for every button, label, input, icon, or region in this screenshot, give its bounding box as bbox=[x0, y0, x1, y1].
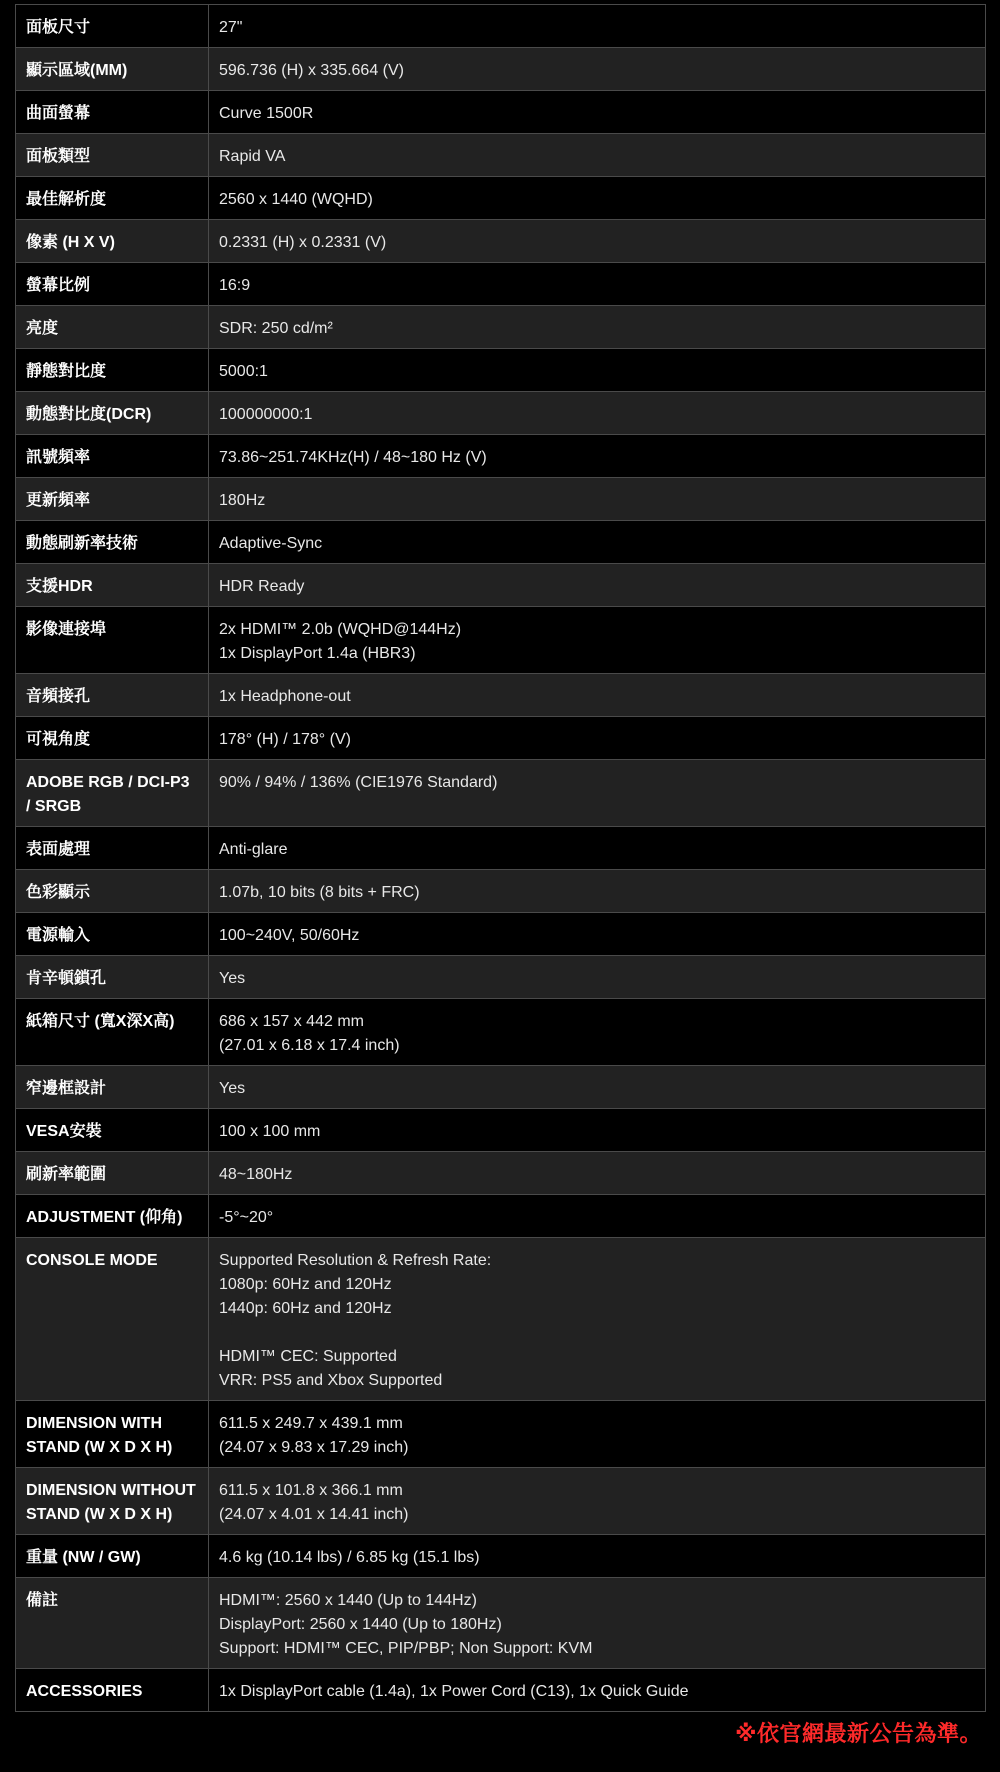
spec-value bbox=[209, 478, 986, 521]
spec-value-line: 686 x 157 x 442 mm bbox=[219, 1013, 364, 1030]
spec-row bbox=[16, 1578, 986, 1669]
spec-row bbox=[16, 521, 986, 564]
spec-label: 備註 bbox=[16, 1578, 209, 1669]
spec-row bbox=[16, 1669, 986, 1712]
spec-row bbox=[16, 674, 986, 717]
spec-label: ADOBE RGB / DCI-P3 / SRGB bbox=[16, 760, 209, 827]
spec-row bbox=[16, 760, 986, 827]
spec-label: DIMENSION WITH STAND (W X D X H) bbox=[16, 1401, 209, 1468]
spec-label: 窄邊框設計 bbox=[16, 1066, 209, 1109]
spec-row bbox=[16, 392, 986, 435]
spec-label: 面板類型 bbox=[16, 134, 209, 177]
spec-value bbox=[209, 134, 986, 177]
spec-row bbox=[16, 1401, 986, 1468]
spec-label: 訊號頻率 bbox=[16, 435, 209, 478]
spec-value bbox=[209, 1535, 986, 1578]
spec-value bbox=[209, 1669, 986, 1712]
spec-value-line: 5000:1 bbox=[219, 363, 268, 380]
spec-value bbox=[209, 1401, 986, 1468]
spec-label: VESA安裝 bbox=[16, 1109, 209, 1152]
spec-value-line: 1.07b, 10 bits (8 bits + FRC) bbox=[219, 884, 420, 901]
spec-value-line: (27.01 x 6.18 x 17.4 inch) bbox=[219, 1037, 400, 1054]
spec-label: 曲面螢幕 bbox=[16, 91, 209, 134]
spec-value bbox=[209, 760, 986, 827]
spec-row bbox=[16, 870, 986, 913]
spec-value-line: Yes bbox=[219, 1080, 246, 1097]
spec-label: 重量 (NW / GW) bbox=[16, 1535, 209, 1578]
spec-row bbox=[16, 134, 986, 177]
spec-label: 音頻接孔 bbox=[16, 674, 209, 717]
spec-value-line: 1x DisplayPort cable (1.4a), 1x Power Cord (C13), 1x Quick Guide bbox=[219, 1683, 689, 1700]
spec-label: 靜態對比度 bbox=[16, 349, 209, 392]
spec-row bbox=[16, 913, 986, 956]
spec-label: 色彩顯示 bbox=[16, 870, 209, 913]
spec-row bbox=[16, 1468, 986, 1535]
spec-value-line: Yes bbox=[219, 970, 246, 987]
spec-value bbox=[209, 1238, 986, 1401]
spec-value-line: Supported Resolution & Refresh Rate: bbox=[219, 1252, 492, 1269]
spec-value-line: 596.736 (H) x 335.664 (V) bbox=[219, 62, 404, 79]
spec-value-line: 1440p: 60Hz and 120Hz bbox=[219, 1300, 392, 1317]
spec-label: 面板尺寸 bbox=[16, 5, 209, 48]
spec-value bbox=[209, 349, 986, 392]
spec-label: ACCESSORIES bbox=[16, 1669, 209, 1712]
spec-value-line: Adaptive-Sync bbox=[219, 535, 323, 552]
spec-row bbox=[16, 607, 986, 674]
spec-value-line: Curve 1500R bbox=[219, 105, 314, 122]
spec-row bbox=[16, 478, 986, 521]
spec-value bbox=[209, 306, 986, 349]
spec-row bbox=[16, 564, 986, 607]
spec-value-line: 1080p: 60Hz and 120Hz bbox=[219, 1276, 392, 1293]
spec-row bbox=[16, 1066, 986, 1109]
spec-row bbox=[16, 48, 986, 91]
spec-value bbox=[209, 1152, 986, 1195]
spec-label: 影像連接埠 bbox=[16, 607, 209, 674]
spec-value bbox=[209, 870, 986, 913]
spec-value bbox=[209, 717, 986, 760]
spec-value bbox=[209, 1066, 986, 1109]
spec-value bbox=[209, 607, 986, 674]
spec-row bbox=[16, 5, 986, 48]
spec-value-line: 27" bbox=[219, 19, 243, 36]
spec-value-line: Anti-glare bbox=[219, 841, 288, 858]
spec-value-line: 1x Headphone-out bbox=[219, 688, 351, 705]
spec-row bbox=[16, 263, 986, 306]
spec-value bbox=[209, 263, 986, 306]
spec-value bbox=[209, 5, 986, 48]
spec-value-line: 48~180Hz bbox=[219, 1166, 293, 1183]
spec-row bbox=[16, 717, 986, 760]
spec-value-line: 0.2331 (H) x 0.2331 (V) bbox=[219, 234, 387, 251]
spec-label: 支援HDR bbox=[16, 564, 209, 607]
spec-value bbox=[209, 564, 986, 607]
spec-label: 刷新率範圍 bbox=[16, 1152, 209, 1195]
spec-row bbox=[16, 177, 986, 220]
spec-row bbox=[16, 306, 986, 349]
spec-value-line: (24.07 x 9.83 x 17.29 inch) bbox=[219, 1439, 409, 1456]
spec-row bbox=[16, 435, 986, 478]
spec-value-line: HDMI™: 2560 x 1440 (Up to 144Hz) bbox=[219, 1592, 477, 1609]
spec-value-line: -5°~20° bbox=[219, 1209, 274, 1226]
spec-value-line: (24.07 x 4.01 x 14.41 inch) bbox=[219, 1506, 409, 1523]
spec-value bbox=[209, 1468, 986, 1535]
spec-value bbox=[209, 913, 986, 956]
spec-value-line: Support: HDMI™ CEC, PIP/PBP; Non Support: KVM bbox=[219, 1640, 593, 1657]
spec-value bbox=[209, 435, 986, 478]
spec-value-line: 1x DisplayPort 1.4a (HBR3) bbox=[219, 645, 416, 662]
disclaimer-notice: ※依官網最新公告為準。 bbox=[735, 1722, 982, 1747]
spec-value-line: Rapid VA bbox=[219, 148, 286, 165]
spec-row bbox=[16, 827, 986, 870]
spec-label: 螢幕比例 bbox=[16, 263, 209, 306]
spec-value bbox=[209, 48, 986, 91]
spec-value-line: 100000000:1 bbox=[219, 406, 313, 423]
spec-value bbox=[209, 999, 986, 1066]
spec-row bbox=[16, 956, 986, 999]
spec-value-line: HDR Ready bbox=[219, 578, 305, 595]
spec-value-line: VRR: PS5 and Xbox Supported bbox=[219, 1372, 443, 1389]
spec-row bbox=[16, 1238, 986, 1401]
spec-value bbox=[209, 177, 986, 220]
spec-row bbox=[16, 220, 986, 263]
spec-value bbox=[209, 1578, 986, 1669]
spec-value-line: 100~240V, 50/60Hz bbox=[219, 927, 360, 944]
spec-row bbox=[16, 999, 986, 1066]
spec-label: 亮度 bbox=[16, 306, 209, 349]
spec-value-line bbox=[219, 1321, 975, 1345]
spec-value-line: 100 x 100 mm bbox=[219, 1123, 321, 1140]
spec-value-line: 611.5 x 101.8 x 366.1 mm bbox=[219, 1482, 403, 1499]
spec-value bbox=[209, 220, 986, 263]
spec-label: 動態對比度(DCR) bbox=[16, 392, 209, 435]
spec-value-line: 16:9 bbox=[219, 277, 251, 294]
spec-label: 顯示區域(MM) bbox=[16, 48, 209, 91]
spec-table-body bbox=[16, 5, 986, 1712]
spec-value bbox=[209, 1109, 986, 1152]
spec-label: DIMENSION WITHOUT STAND (W X D X H) bbox=[16, 1468, 209, 1535]
spec-row bbox=[16, 1535, 986, 1578]
spec-label: 可視角度 bbox=[16, 717, 209, 760]
spec-value-line: 2x HDMI™ 2.0b (WQHD@144Hz) bbox=[219, 621, 462, 638]
spec-value-line: 180Hz bbox=[219, 492, 266, 509]
spec-value bbox=[209, 91, 986, 134]
spec-value bbox=[209, 827, 986, 870]
spec-row bbox=[16, 1109, 986, 1152]
spec-label: 表面處理 bbox=[16, 827, 209, 870]
spec-row bbox=[16, 1195, 986, 1238]
spec-value bbox=[209, 392, 986, 435]
spec-label: 像素 (H X V) bbox=[16, 220, 209, 263]
spec-row bbox=[16, 349, 986, 392]
spec-label: CONSOLE MODE bbox=[16, 1238, 209, 1401]
spec-value-line: 4.6 kg (10.14 lbs) / 6.85 kg (15.1 lbs) bbox=[219, 1549, 480, 1566]
spec-row bbox=[16, 1152, 986, 1195]
spec-table bbox=[15, 4, 986, 1712]
spec-label: 電源輸入 bbox=[16, 913, 209, 956]
spec-value bbox=[209, 521, 986, 564]
spec-label: 最佳解析度 bbox=[16, 177, 209, 220]
spec-label: 肯辛頓鎖孔 bbox=[16, 956, 209, 999]
spec-value-line: SDR: 250 cd/m² bbox=[219, 320, 333, 337]
spec-value-line: 2560 x 1440 (WQHD) bbox=[219, 191, 373, 208]
spec-value-line: DisplayPort: 2560 x 1440 (Up to 180Hz) bbox=[219, 1616, 502, 1633]
spec-value-line: 73.86~251.74KHz(H) / 48~180 Hz (V) bbox=[219, 449, 487, 466]
spec-value-line: 90% / 94% / 136% (CIE1976 Standard) bbox=[219, 774, 498, 791]
spec-label: ADJUSTMENT (仰角) bbox=[16, 1195, 209, 1238]
spec-label: 紙箱尺寸 (寬X深X高) bbox=[16, 999, 209, 1066]
spec-value-line: 178° (H) / 178° (V) bbox=[219, 731, 351, 748]
spec-value bbox=[209, 956, 986, 999]
spec-value bbox=[209, 674, 986, 717]
spec-label: 更新頻率 bbox=[16, 478, 209, 521]
spec-value bbox=[209, 1195, 986, 1238]
spec-row bbox=[16, 91, 986, 134]
spec-label: 動態刷新率技術 bbox=[16, 521, 209, 564]
spec-value-line: 611.5 x 249.7 x 439.1 mm bbox=[219, 1415, 403, 1432]
spec-value-line: HDMI™ CEC: Supported bbox=[219, 1348, 397, 1365]
